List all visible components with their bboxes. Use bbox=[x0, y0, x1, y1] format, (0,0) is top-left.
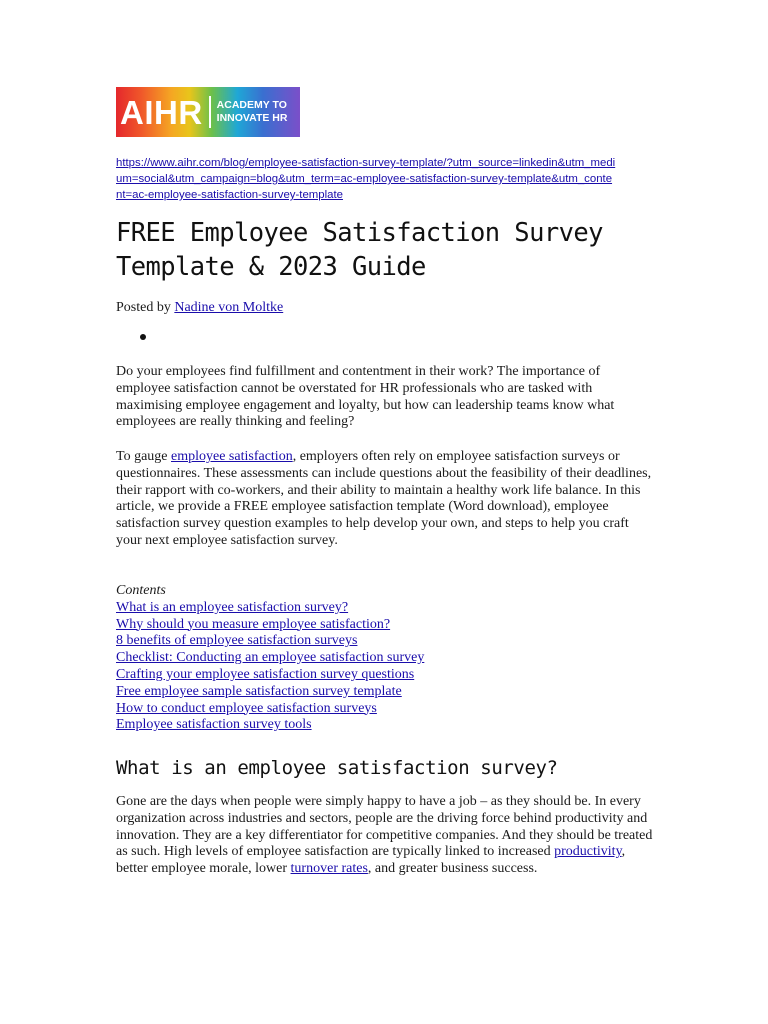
source-url-block bbox=[116, 155, 616, 203]
section-text-part1: Gone are the days when people were simply happy to have a job – as they should be. In every organization across industries and sectors, people are the driving force behind productivity and innovation. They are a key differentiator for competitive companies. And they should be treated as such. High levels of employee satisfaction are typically linked to increased bbox=[116, 794, 653, 860]
toc-link[interactable]: Why should you measure employee satisfaction? bbox=[116, 616, 391, 632]
toc-link[interactable]: 8 benefits of employee satisfaction surveys bbox=[116, 633, 358, 649]
gauge-text-before: To gauge bbox=[116, 449, 172, 464]
byline-prefix: Posted by bbox=[116, 300, 171, 315]
logo-tagline bbox=[217, 99, 288, 125]
logo-divider bbox=[209, 96, 211, 128]
section-paragraph bbox=[116, 794, 656, 878]
productivity-link[interactable]: productivity bbox=[554, 844, 622, 860]
table-of-contents bbox=[116, 583, 656, 734]
page-title: FREE Employee Satisfaction Survey Template & 2023 Guide bbox=[116, 218, 603, 282]
gauge-text-after: , employers often rely on employee satisfaction surveys or questionnaires. These assessments can include questions about the feasibility of their deadlines, their rapport with co-workers, and their ability to maintain a healthy work life balance. In this article, we provide a FREE employee satisfaction template (Word download), employee satisfaction survey question examples to help develop your own, and steps to help you craft your next employee satisfaction survey. bbox=[116, 449, 652, 548]
toc-link[interactable]: What is an employee satisfaction survey? bbox=[116, 599, 349, 615]
aihr-logo bbox=[116, 87, 300, 137]
toc-link[interactable]: Free employee sample satisfaction survey template bbox=[116, 683, 402, 699]
section-heading: What is an employee satisfaction survey? bbox=[116, 757, 558, 779]
toc-link[interactable]: Employee satisfaction survey tools bbox=[116, 717, 312, 733]
toc-link[interactable]: Crafting your employee satisfaction survey questions bbox=[116, 666, 415, 682]
contents-label: Contents bbox=[116, 583, 166, 598]
logo-tagline-line2: INNOVATE HR bbox=[216, 112, 288, 124]
bullet-point bbox=[140, 334, 146, 340]
section-text-part2: , better employee morale, lower bbox=[116, 844, 626, 877]
logo-mark: AIHR bbox=[120, 93, 203, 131]
employee-satisfaction-link[interactable]: employee satisfaction bbox=[171, 449, 293, 464]
gauge-paragraph bbox=[116, 449, 656, 550]
toc-link[interactable]: Checklist: Conducting an employee satisfaction survey bbox=[116, 650, 425, 666]
source-url-link[interactable]: https://www.aihr.com/blog/employee-satisfaction-survey-template/?utm_source=linkedin&utm_medium=social&utm_campaign=blog&utm_term=ac-employee-satisfaction-survey-template&utm_content=ac-employee-satisfaction-survey-template bbox=[116, 157, 616, 201]
author-link[interactable]: Nadine von Moltke bbox=[174, 300, 284, 315]
section-text-part3: , and greater business success. bbox=[367, 861, 538, 877]
toc-link[interactable]: How to conduct employee satisfaction surveys bbox=[116, 700, 377, 716]
logo-tagline-line1: ACADEMY TO bbox=[216, 99, 287, 111]
intro-paragraph: Do your employees find fulfillment and contentment in their work? The importance of employee satisfaction cannot be overstated for HR professionals who are tasked with maximising employee engagement and loyalty, but how can leadership teams know what employees are really thinking and feeling? bbox=[116, 364, 615, 430]
turnover-rates-link[interactable]: turnover rates bbox=[290, 861, 368, 877]
byline bbox=[116, 299, 656, 317]
